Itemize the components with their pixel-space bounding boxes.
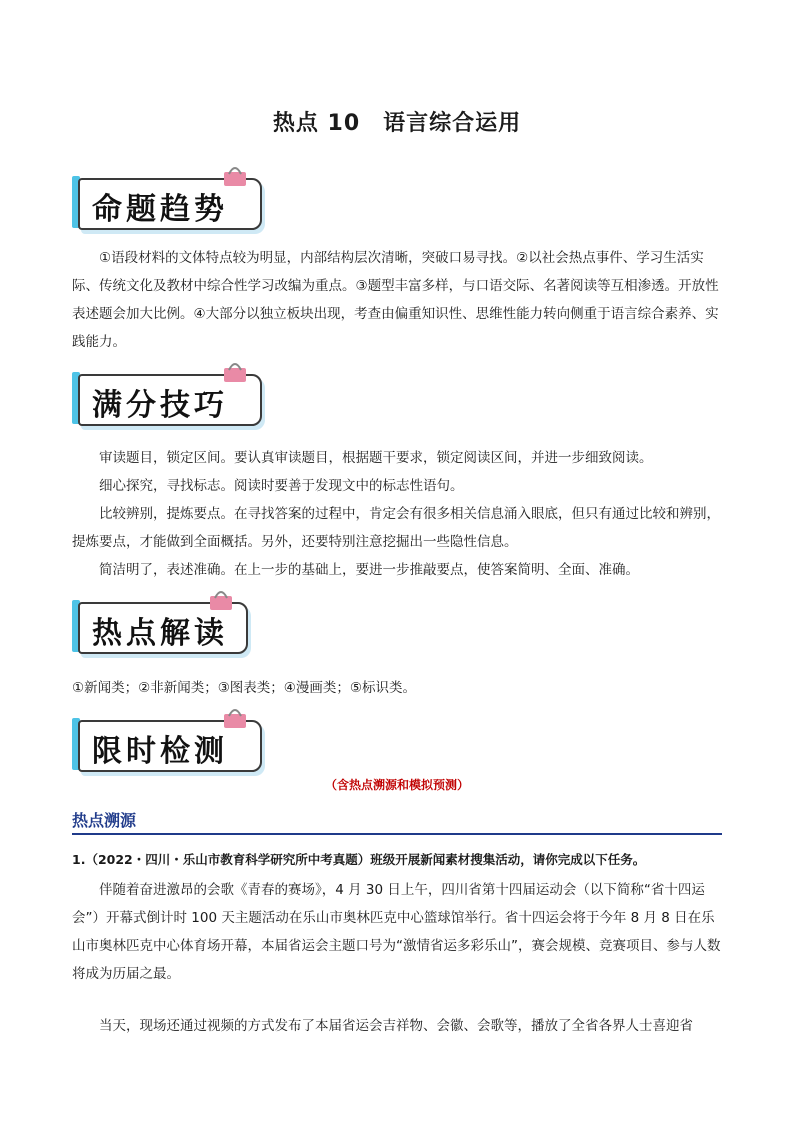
section-heading: 热点溯源 <box>72 808 722 835</box>
banner-trend <box>72 172 264 234</box>
paper-clip-icon <box>220 362 250 384</box>
banner-tips <box>72 368 264 430</box>
banner-label: 限时检测 <box>92 734 228 769</box>
tip-paragraph: 比较辨别，提炼要点。在寻找答案的过程中，肯定会有很多相关信息涌入眼底，但只有通过比较和辨别，提炼要点，才能做到全面概括。另外，还要特别注意挖掘出一些隐性信息。 <box>72 506 720 550</box>
banner-label: 满分技巧 <box>92 388 228 423</box>
question-paragraph: 伴随着奋进激昂的会歌《青春的赛场》，4 月 30 日上午，四川省第十四届运动会（以下简称“省十四运会”）开幕式倒计时 100 天主题活动在乐山市奥林匹克中心篮球馆举行。省十四运会将于今年 8 月 8 日在乐山市奥林匹克中心体育场开幕，本届省运会主题口号为“激情省运多彩乐山”，赛会规模、竞赛项目、参与人数将成为历届之最。 <box>72 882 721 982</box>
banner-label: 热点解读 <box>92 616 228 651</box>
test-note: （含热点溯源和模拟预测） <box>324 778 469 792</box>
tip-paragraph: 审读题目，锁定区间。要认真审读题目，根据题干要求，锁定阅读区间，并进一步细致阅读。 <box>99 450 653 466</box>
banner-interpret <box>72 596 248 658</box>
tip-paragraph: 简洁明了，表述准确。在上一步的基础上，要进一步推敲要点，使答案简明、全面、准确。 <box>99 562 639 578</box>
question-header: 1.（2022・四川・乐山市教育科学研究所中考真题）班级开展新闻素材搜集活动，请你完成以下任务。 <box>72 852 646 867</box>
paper-clip-icon <box>220 708 250 730</box>
paper-clip-icon <box>220 166 250 188</box>
banner-test <box>72 714 264 776</box>
banner-label: 命题趋势 <box>92 192 228 227</box>
interpret-paragraph: ①新闻类；②非新闻类；③图表类；④漫画类；⑤标识类。 <box>72 680 417 696</box>
question-paragraph: 当天，现场还通过视频的方式发布了本届省运会吉祥物、会徽、会歌等，播放了全省各界人士喜迎省 <box>99 1018 693 1034</box>
trend-paragraph: ①语段材料的文体特点较为明显，内部结构层次清晰，突破口易寻找。②以社会热点事件、学习生活实际、传统文化及教材中综合性学习改编为重点。③题型丰富多样，与口语交际、名著阅读等互相渗透。开放性表述题会加大比例。④大部分以独立板块出现，考查由偏重知识性、思维性能力转向侧重于语言综合素养、实践能力。 <box>72 250 719 350</box>
tip-paragraph: 细心探究，寻找标志。阅读时要善于发现文中的标志性语句。 <box>99 478 464 494</box>
paper-clip-icon <box>206 590 236 612</box>
page-title: 热点 10 语言综合运用 <box>272 111 522 136</box>
